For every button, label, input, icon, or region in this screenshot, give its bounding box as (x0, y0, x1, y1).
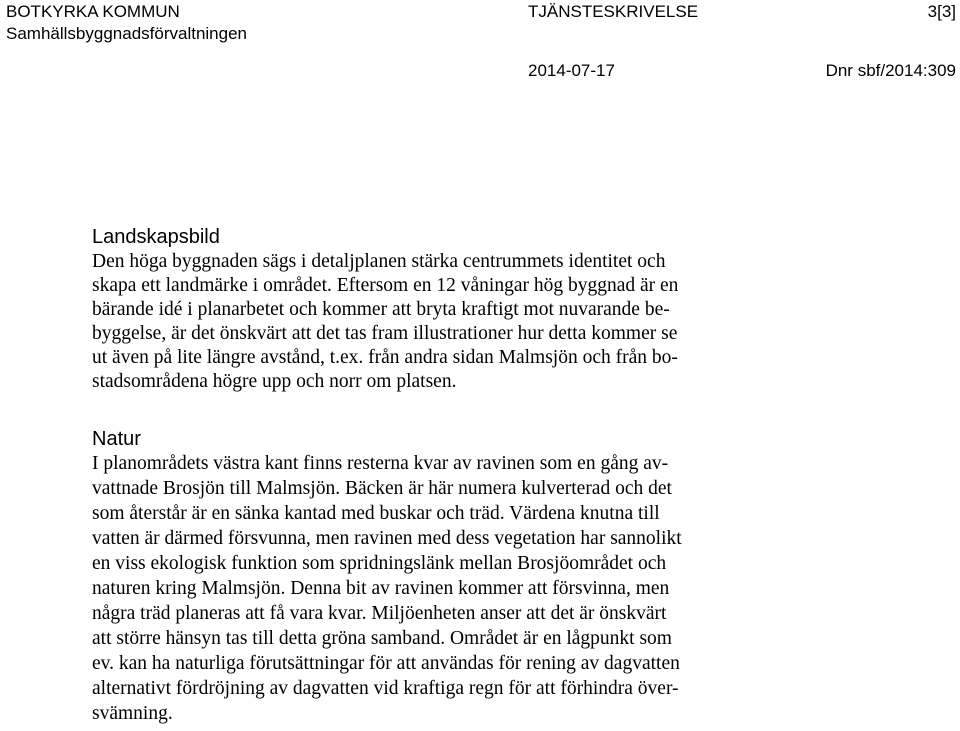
paragraph-line: bärande idé i planarbetet och kommer att bryta kraftigt mot nuvarande be- (92, 299, 670, 320)
paragraph-line: naturen kring Malmsjön. Denna bit av ravinen kommer att försvinna, men (92, 578, 670, 599)
paragraph-line: I planområdets västra kant finns resterna kvar av ravinen som en gång av- (92, 453, 669, 474)
paragraph-line: svämning. (92, 703, 173, 724)
section-heading: Landskapsbild (92, 226, 220, 248)
paragraph-line: byggelse, är det önskvärt att det tas fram illustrationer hur detta kommer se (92, 323, 678, 344)
paragraph-line: alternativt fördröjning av dagvatten vid kraftiga regn för att förhindra över- (92, 678, 679, 699)
reference-number: Dnr sbf/2014:309 (825, 61, 956, 80)
page-number: 3[3] (927, 2, 956, 21)
document-type: TJÄNSTESKRIVELSE (528, 2, 699, 21)
organization-name: BOTKYRKA KOMMUN (6, 2, 180, 21)
paragraph-line: en viss ekologisk funktion som spridningslänk mellan Brosjöområdet och (92, 553, 667, 574)
paragraph-line: stadsområdena högre upp och norr om platsen. (92, 371, 457, 392)
paragraph-line: ut även på lite längre avstånd, t.ex. från andra sidan Malmsjön och från bo- (92, 347, 678, 368)
paragraph-line: Den höga byggnaden sägs i detaljplanen stärka centrummets identitet och (92, 251, 666, 272)
paragraph-line: vatten är därmed försvunna, men ravinen med dess vegetation har sannolikt (92, 528, 682, 549)
paragraph-line: vattnade Brosjön till Malmsjön. Bäcken är här numera kulverterad och det (92, 478, 672, 499)
paragraph-line: ev. kan ha naturliga förutsättningar för att användas för rening av dagvatten (92, 653, 680, 674)
paragraph-line: att större hänsyn tas till detta gröna samband. Området är en lågpunkt som (92, 628, 672, 649)
section-heading: Natur (92, 428, 141, 450)
paragraph-line: skapa ett landmärke i området. Eftersom en 12 våningar hög byggnad är en (92, 275, 679, 296)
paragraph-line: några träd planeras att få vara kvar. Miljöenheten anser att det är önskvärt (92, 603, 667, 624)
paragraph-line: som återstår är en sänka kantad med buskar och träd. Värdena knutna till (92, 503, 660, 524)
document-date: 2014-07-17 (528, 61, 615, 80)
department-name: Samhällsbyggnadsförvaltningen (6, 24, 247, 43)
